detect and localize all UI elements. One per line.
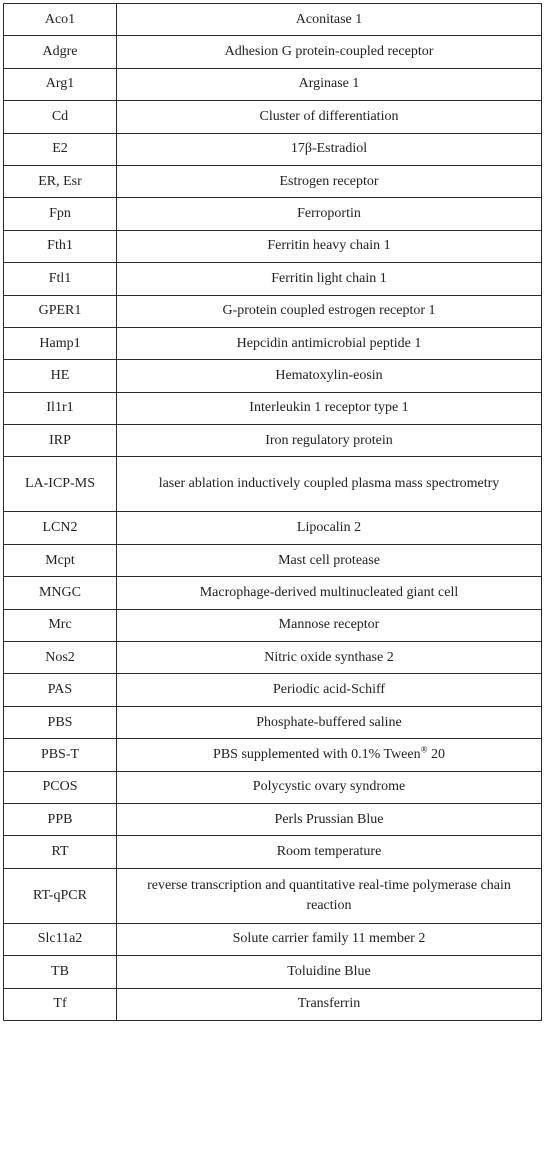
definition-cell: Macrophage-derived multinucleated giant cell <box>117 577 542 609</box>
abbreviation-cell: E2 <box>4 133 117 165</box>
table-row <box>4 956 542 988</box>
abbreviation-cell: RT-qPCR <box>4 868 117 923</box>
definition-cell: Estrogen receptor <box>117 165 542 197</box>
table-row <box>4 198 542 230</box>
abbreviation-cell: Ftl1 <box>4 263 117 295</box>
definition-cell: Polycystic ovary syndrome <box>117 771 542 803</box>
table-row <box>4 609 542 641</box>
table-row <box>4 577 542 609</box>
abbreviation-cell: Mcpt <box>4 544 117 576</box>
definition-cell: Solute carrier family 11 member 2 <box>117 923 542 955</box>
abbreviation-cell: Adgre <box>4 36 117 68</box>
abbreviation-cell: PPB <box>4 803 117 835</box>
table-row <box>4 360 542 392</box>
definition-text: PBS supplemented with 0.1% Tween <box>213 746 421 762</box>
abbreviation-cell: Arg1 <box>4 68 117 100</box>
table-row <box>4 165 542 197</box>
table-row <box>4 988 542 1020</box>
definition-cell: laser ablation inductively coupled plasma mass spectrometry <box>117 457 542 512</box>
abbreviation-cell: Il1r1 <box>4 392 117 424</box>
abbreviation-cell: MNGC <box>4 577 117 609</box>
definition-cell: Iron regulatory protein <box>117 425 542 457</box>
table-row <box>4 230 542 262</box>
definition-cell: Nitric oxide synthase 2 <box>117 642 542 674</box>
table-row <box>4 295 542 327</box>
table-row <box>4 923 542 955</box>
table-row <box>4 836 542 868</box>
definition-cell: reverse transcription and quantitative real-time polymerase chain reaction <box>117 868 542 923</box>
definition-cell: Cluster of differentiation <box>117 101 542 133</box>
definition-cell: Mast cell protease <box>117 544 542 576</box>
abbreviation-cell: Fth1 <box>4 230 117 262</box>
abbreviation-cell: HE <box>4 360 117 392</box>
abbreviation-cell: PBS-T <box>4 739 117 771</box>
abbreviation-cell: TB <box>4 956 117 988</box>
table-row <box>4 392 542 424</box>
table-row <box>4 544 542 576</box>
table-row <box>4 674 542 706</box>
abbreviation-cell: LA-ICP-MS <box>4 457 117 512</box>
definition-cell: Ferritin heavy chain 1 <box>117 230 542 262</box>
table-row <box>4 36 542 68</box>
definition-cell: Periodic acid-Schiff <box>117 674 542 706</box>
registered-mark: ® <box>420 744 428 755</box>
table-row <box>4 263 542 295</box>
abbreviations-table-body <box>4 4 542 1021</box>
abbreviation-cell: Hamp1 <box>4 327 117 359</box>
abbreviation-cell: PCOS <box>4 771 117 803</box>
table-row <box>4 706 542 738</box>
abbreviation-cell: PBS <box>4 706 117 738</box>
abbreviation-cell: Cd <box>4 101 117 133</box>
abbreviation-cell: Tf <box>4 988 117 1020</box>
definition-cell <box>117 739 542 771</box>
abbreviation-cell: Fpn <box>4 198 117 230</box>
table-row <box>4 457 542 512</box>
definition-cell: Room temperature <box>117 836 542 868</box>
definition-cell: Ferritin light chain 1 <box>117 263 542 295</box>
abbreviations-table <box>3 3 542 1021</box>
abbreviation-cell: IRP <box>4 425 117 457</box>
abbreviation-cell: Nos2 <box>4 642 117 674</box>
definition-cell: Interleukin 1 receptor type 1 <box>117 392 542 424</box>
table-row <box>4 68 542 100</box>
abbreviation-cell: GPER1 <box>4 295 117 327</box>
table-row <box>4 868 542 923</box>
definition-cell: 17β-Estradiol <box>117 133 542 165</box>
abbreviation-cell: Aco1 <box>4 4 117 36</box>
definition-cell: Arginase 1 <box>117 68 542 100</box>
abbreviation-cell: ER, Esr <box>4 165 117 197</box>
definition-cell: Ferroportin <box>117 198 542 230</box>
abbreviation-cell: RT <box>4 836 117 868</box>
definition-cell: Mannose receptor <box>117 609 542 641</box>
table-row <box>4 739 542 771</box>
abbreviation-cell: Mrc <box>4 609 117 641</box>
definition-cell: Hepcidin antimicrobial peptide 1 <box>117 327 542 359</box>
definition-cell: Hematoxylin-eosin <box>117 360 542 392</box>
definition-cell: G-protein coupled estrogen receptor 1 <box>117 295 542 327</box>
abbreviation-cell: LCN2 <box>4 512 117 544</box>
table-row <box>4 4 542 36</box>
definition-cell: Adhesion G protein-coupled receptor <box>117 36 542 68</box>
definition-cell: Perls Prussian Blue <box>117 803 542 835</box>
table-row <box>4 803 542 835</box>
table-row <box>4 101 542 133</box>
definition-cell: Lipocalin 2 <box>117 512 542 544</box>
abbreviation-cell: Slc11a2 <box>4 923 117 955</box>
table-row <box>4 771 542 803</box>
definition-cell: Toluidine Blue <box>117 956 542 988</box>
table-row <box>4 133 542 165</box>
definition-cell: Transferrin <box>117 988 542 1020</box>
definition-cell: Aconitase 1 <box>117 4 542 36</box>
definition-cell: Phosphate-buffered saline <box>117 706 542 738</box>
table-row <box>4 327 542 359</box>
table-row <box>4 425 542 457</box>
definition-text-tail: 20 <box>427 746 445 762</box>
abbreviation-cell: PAS <box>4 674 117 706</box>
table-row <box>4 642 542 674</box>
table-row <box>4 512 542 544</box>
